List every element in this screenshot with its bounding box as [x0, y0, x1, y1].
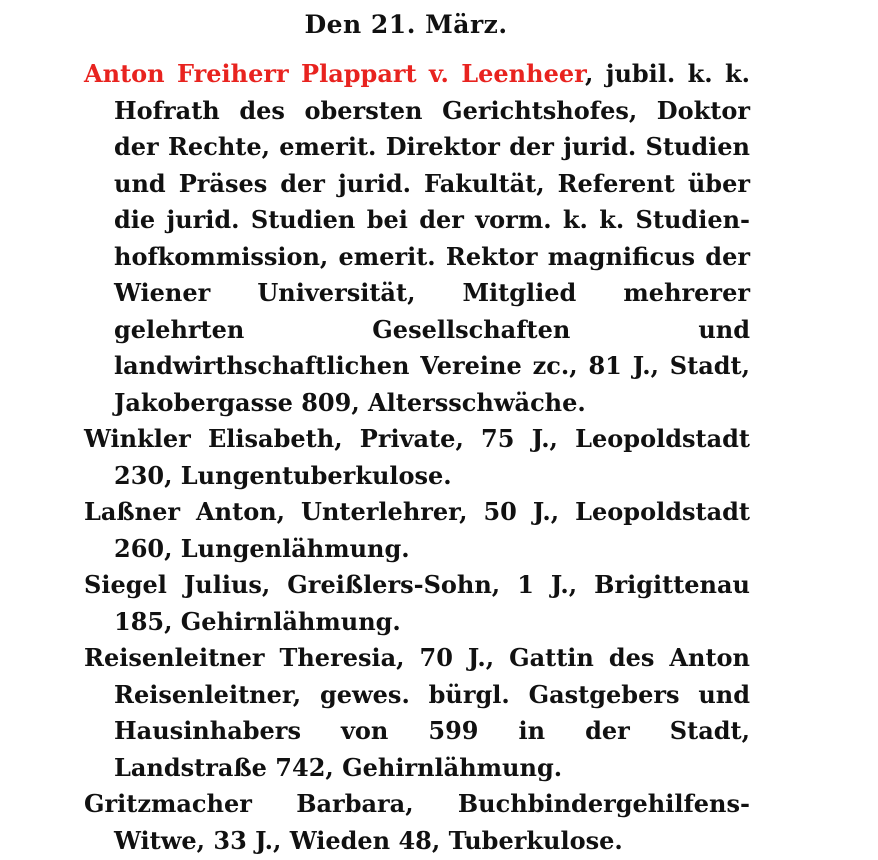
entry-details: , Greißlers-Sohn, 1 J., Brigittenau 185, Gehirnlähmung.: [114, 570, 750, 636]
entry-details: , Unterlehrer, 50 J., Leopoldstadt 260, Lungenlähmung.: [114, 497, 750, 563]
date-heading: Den 21. März.: [304, 10, 508, 39]
register-entry: [84, 421, 750, 494]
entry-name: Siegel Julius: [84, 570, 262, 599]
entry-details: , jubil. k. k. Hofrath des obersten Gerichtshofes, Doktor der Rechte, emerit. Direktor der jurid. Studien und Präses der jurid. Fakultät, Referent über die jurid. Studien bei der vorm. k. k. Studien-hofkommission, emerit. Rektor magnificus der Wiener Universität, Mitglied mehrerer gelehrten Gesellschaften und landwirthschaftlichen Vereine zc., 81 J., Stadt, Jakobergasse 809, Altersschwäche.: [114, 59, 750, 417]
register-entry: [84, 494, 750, 567]
register-entry: [84, 567, 750, 640]
entry-name-highlighted: Anton Freiherr Plappart v. Leenheer: [84, 59, 586, 88]
register-entry: [84, 786, 750, 859]
entry-details: , Private, 75 J., Leopoldstadt 230, Lungentuberkulose.: [114, 424, 750, 490]
entry-name: Laßner Anton: [84, 497, 277, 526]
register-entry: [84, 56, 750, 421]
entry-details: , Buchbindergehilfens-Witwe, 33 J., Wieden 48, Tuberkulose.: [114, 789, 750, 855]
entry-details: , 70 J., Gattin des Anton Reisenleitner, gewes. bürgl. Gastgebers und Hausinhabers von 599 in der Stadt, Landstraße 742, Gehirnlähmung.: [114, 643, 750, 782]
entry-name: Reisenleitner Theresia: [84, 643, 397, 672]
entry-name: Winkler Elisabeth: [84, 424, 335, 453]
death-register-list: [84, 56, 750, 859]
entry-name: Gritzmacher Barbara: [84, 789, 406, 818]
register-entry: [84, 640, 750, 786]
